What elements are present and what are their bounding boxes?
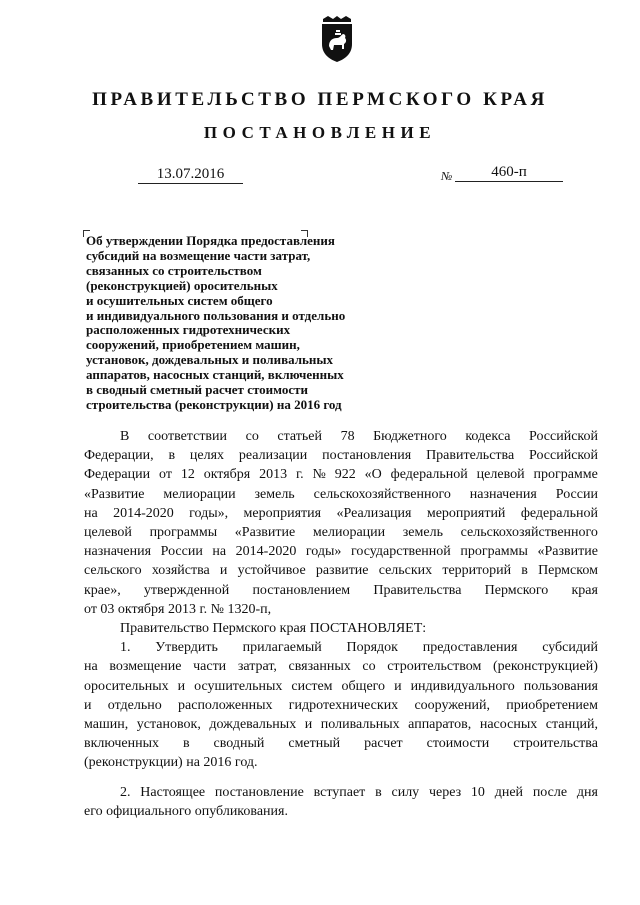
word: прилагаемый [242,640,322,656]
preamble-line: от 03 октября 2013 г. № 1320-п, [84,601,272,617]
word: октября [203,467,251,483]
subject-line: расположенных гидротехнических [86,322,291,338]
word: сооружений, [414,697,490,713]
word: назначения [469,486,537,502]
word: устойчивое [237,563,306,579]
word: вступает [313,784,366,800]
word: (реконструкцией) [492,659,598,675]
word: программе [533,467,598,483]
word: со [362,659,376,675]
word: 2014-2020 [235,544,297,560]
preamble-line [84,504,598,523]
subject-line: и индивидуального пользования и отдельно [86,307,346,323]
word: в [182,736,190,752]
item-2-line [84,783,598,802]
subject-line: и осушительных систем общего [86,292,273,308]
word: государственной [351,544,451,560]
word: связанных [288,659,351,675]
word: дня [576,784,598,800]
preamble-line [84,581,598,600]
preamble-line [84,485,598,504]
resolution-statement: Правительство Пермского края ПОСТАНОВЛЯЕТ: [120,621,427,637]
preamble-line [84,427,598,446]
word: земель [402,525,443,541]
word: приобретением [506,697,598,713]
word: пользования [523,678,598,694]
item-1-line [84,638,598,657]
number-sign: № [441,169,453,183]
word: и [304,717,313,733]
word: постановлением [252,582,351,598]
word: целевой [476,467,525,483]
word: развитие [315,563,369,579]
item-1-line: (реконструкции) на 2016 год. [84,755,258,771]
word: насосных [479,717,538,733]
word: Российской [529,429,598,444]
word: постановление [214,784,304,800]
word: предоставления [422,640,518,656]
word: от [159,467,172,483]
word: мероприятия [243,505,322,521]
subject-line: Об утверждении Порядка предоставления [86,233,335,248]
word: сводный [213,736,265,752]
word: оросительных [84,678,169,694]
word: общего [341,678,386,694]
word: 12 [180,467,195,483]
word: части [193,659,227,675]
word: земель [254,486,295,502]
word: Федерации [84,467,151,483]
word: целях [189,448,225,464]
word: В [120,429,130,444]
word: субсидий [542,640,598,656]
word: отдельно [107,697,162,713]
word: в [521,563,528,579]
word: крае», [84,582,121,598]
word: и [394,678,402,694]
word: статьей [277,429,322,444]
word: 2013 [259,467,288,483]
word: осушительных [194,678,283,694]
word: территорий [442,563,512,579]
word: аппаратов, [408,717,472,733]
word: Пермском [538,563,598,579]
document-number: 460-п [455,163,563,182]
document-date: 13.07.2016 [138,165,243,184]
word: мероприятий [426,505,506,521]
word: станций, [545,717,598,733]
word: на [84,659,98,675]
word: через [428,784,462,800]
word: возмещение [109,659,182,675]
word: Настоящее [140,784,206,800]
word: «Развитие [537,544,598,560]
word: федеральной [520,505,598,521]
word: Правительства [373,582,462,598]
word: годы» [305,544,342,560]
word: реализации [238,448,308,464]
word: Пермского [484,582,549,598]
word: строительства [513,736,598,752]
paragraph-gap [84,773,598,783]
subject-line: строительства (реконструкции) на 2016 год [86,396,342,412]
word: целевой [84,525,132,541]
item-1-line [84,677,598,696]
word: и [219,563,228,579]
subject-line: аппаратов, насосных станций, включенных [86,367,344,383]
word: г. [296,467,304,483]
word: индивидуального [410,678,515,694]
preamble-line [84,561,598,580]
word: № [312,467,326,483]
word: 78 [340,429,355,444]
word: соответствии [147,429,228,444]
subject-line: в сводный сметный расчет стоимости [86,382,308,398]
word: на [84,505,98,521]
word: хозяйства [151,563,210,579]
word: сметный [288,736,341,752]
item-1-line [84,734,598,753]
subject-line: сооружений, приобретением машин, [86,337,300,353]
word: Правительства [426,448,515,464]
word: 1. [120,640,131,656]
document-type: ПОСТАНОВЛЕНИЕ [203,123,437,142]
word: годы», [189,505,229,521]
word: затрат, [237,659,277,675]
word: края [571,582,598,598]
word: мелиорации [312,525,386,541]
word: со [245,429,259,444]
word: «О [364,467,382,483]
word: «Реализация [336,505,412,521]
word: мелиорации [163,486,236,502]
word: установок, [136,717,201,733]
preamble-line [84,465,598,484]
government-title: ПРАВИТЕЛЬСТВО ПЕРМСКОГО КРАЯ [92,89,548,110]
word: машин, [84,717,129,733]
word: 10 [470,784,485,800]
subject-line: связанных со строительством [86,262,262,278]
word: Федерации, [84,448,154,464]
word: поливальных [320,717,400,733]
word: после [532,784,568,800]
word: силу [391,784,420,800]
word: в [168,448,176,464]
word: на [212,544,227,560]
subject-line: (реконструкцией) оросительных [86,277,278,293]
word: России [555,486,598,502]
item-1-line [84,657,598,676]
word: дней [494,784,524,800]
item-1-line [84,696,598,715]
word: Утвердить [155,640,218,656]
word: гидротехнических [288,697,399,713]
word: кодекса [465,429,511,444]
word: сельскохозяйственного [460,525,598,541]
preamble-line [84,523,598,542]
word: и [84,697,92,713]
word: дождевальных [209,717,297,733]
word: сельскохозяйственного [313,486,451,502]
preamble-line [84,446,598,465]
coat-of-arms-icon [319,13,355,63]
word: 2014-2020 [113,505,174,521]
subject-line: субсидий на возмещение части затрат, [86,247,311,263]
word: систем [291,678,333,694]
word: назначения [84,544,152,560]
word: включенных [84,736,159,752]
word: стоимости [426,736,490,752]
word: России [160,544,203,560]
word: строительством [387,659,482,675]
preamble-line [84,542,598,561]
word: 922 [334,467,356,483]
word: Российской [529,448,598,464]
item-1-line [84,715,598,734]
word: и [177,678,186,694]
subject-line: установок, дождевальных и поливальных [86,352,334,368]
word: Порядок [346,640,398,656]
word: федеральной [390,467,468,483]
word: расположенных [178,697,273,713]
word: «Развитие [84,486,145,502]
word: программы [460,544,528,560]
word: утвержденной [143,582,230,598]
word: Бюджетного [373,429,447,444]
item-2-line: его официального опубликования. [84,803,288,819]
word: сельского [84,563,142,579]
word: в [375,784,382,800]
word: расчет [364,736,403,752]
word: программы [149,525,218,541]
word: сельских [378,563,433,579]
document-body [84,427,598,821]
word: 2. [120,784,131,800]
word: «Развитие [234,525,296,541]
word: постановления [322,448,412,464]
document-subject [86,234,406,413]
